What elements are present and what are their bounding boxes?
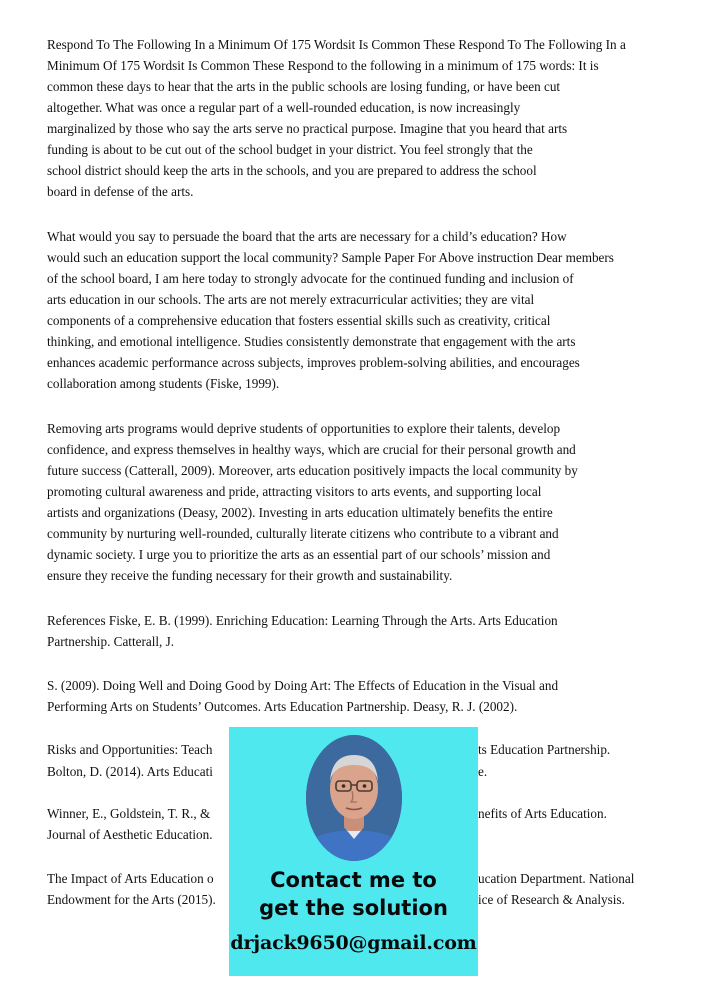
body-text-line: would such an education support the local community? Sample Paper For Above instruction Dear members: [47, 250, 614, 265]
contact-heading-line: Contact me to: [270, 868, 437, 892]
body-text-line: collaboration among students (Fiske, 1999).: [47, 376, 280, 391]
contact-heading-line: get the solution: [259, 896, 448, 920]
reference-line: Risks and Opportunities: Teach: [47, 742, 213, 757]
body-text-line: Removing arts programs would deprive students of opportunities to explore their talents, develop: [47, 421, 561, 436]
body-text-line: promoting cultural awareness and pride, attracting visitors to arts events, and supporting local: [47, 484, 542, 499]
body-text-line: community by nurturing well-rounded, culturally literate citizens who contribute to a vibrant and: [47, 526, 559, 541]
reference-line: The Impact of Arts Education o: [47, 871, 214, 886]
reference-line: ice of Research & Analysis.: [478, 892, 625, 907]
body-text-line: of the school board, I am here today to strongly advocate for the continued funding and inclusion of: [47, 271, 574, 286]
contact-heading: [229, 866, 478, 922]
body-text-line: altogether. What was once a regular part of a well-rounded education, is now increasingly: [47, 100, 521, 115]
reference-line: Endowment for the Arts (2015).: [47, 892, 216, 907]
body-text-line: board in defense of the arts.: [47, 184, 194, 199]
body-text-line: Respond To The Following In a Minimum Of 175 Wordsit Is Common These Respond To The Following In a: [47, 37, 626, 52]
reference-line: Winner, E., Goldstein, T. R., &: [47, 806, 211, 821]
reference-line: S. (2009). Doing Well and Doing Good by Doing Art: The Effects of Education in the Visual and: [47, 678, 559, 693]
contact-email-link[interactable]: drjack9650@gmail.com: [230, 932, 477, 954]
body-text-line: artists and organizations (Deasy, 2002). Investing in arts education ultimately benefits the entire: [47, 505, 553, 520]
reference-line: Performing Arts on Students’ Outcomes. Arts Education Partnership. Deasy, R. J. (2002).: [47, 699, 518, 714]
body-text-line: ensure they receive the funding necessary for their growth and sustainability.: [47, 568, 453, 583]
reference-line: References Fiske, E. B. (1999). Enriching Education: Learning Through the Arts. Arts Education: [47, 613, 558, 628]
reference-line: Bolton, D. (2014). Arts Educati: [47, 764, 213, 779]
reference-line: ucation Department. National: [478, 871, 635, 886]
body-text-line: school district should keep the arts in the schools, and you are prepared to address the school: [47, 163, 537, 178]
body-text-line: marginalized by those who say the arts serve no practical purpose. Imagine that you heard that arts: [47, 121, 568, 136]
body-text-line: thinking, and emotional intelligence. Studies consistently demonstrate that engagement with the arts: [47, 334, 576, 349]
body-text-line: Minimum Of 175 Wordsit Is Common These Respond to the following in a minimum of 175 words: It is: [47, 58, 599, 73]
portrait-photo: [306, 735, 402, 861]
reference-line: Journal of Aesthetic Education.: [47, 827, 213, 842]
body-text-line: enhances academic performance across subjects, improves problem-solving abilities, and encourages: [47, 355, 580, 370]
body-text-line: arts education in our schools. The arts are not merely extracurricular activities; they are vital: [47, 292, 535, 307]
reference-line: e.: [478, 764, 488, 779]
reference-line: ts Education Partnership.: [478, 742, 611, 757]
reference-line: nefits of Arts Education.: [478, 806, 607, 821]
body-text-line: What would you say to persuade the board that the arts are necessary for a child’s education? How: [47, 229, 567, 244]
contact-promo-banner[interactable]: [229, 727, 478, 976]
body-text-line: common these days to hear that the arts in the public schools are losing funding, or have been cut: [47, 79, 561, 94]
body-text-line: components of a comprehensive education that fosters essential skills such as creativity, critical: [47, 313, 551, 328]
reference-line: Partnership. Catterall, J.: [47, 634, 175, 649]
body-text-line: funding is about to be cut out of the school budget in your district. You feel strongly that the: [47, 142, 533, 157]
body-text-line: future success (Catterall, 2009). Moreover, arts education positively impacts the local community by: [47, 463, 578, 478]
body-text-line: dynamic society. I urge you to prioritize the arts as an essential part of our schools’ mission and: [47, 547, 551, 562]
body-text-line: confidence, and express themselves in healthy ways, which are crucial for their personal growth and: [47, 442, 576, 457]
